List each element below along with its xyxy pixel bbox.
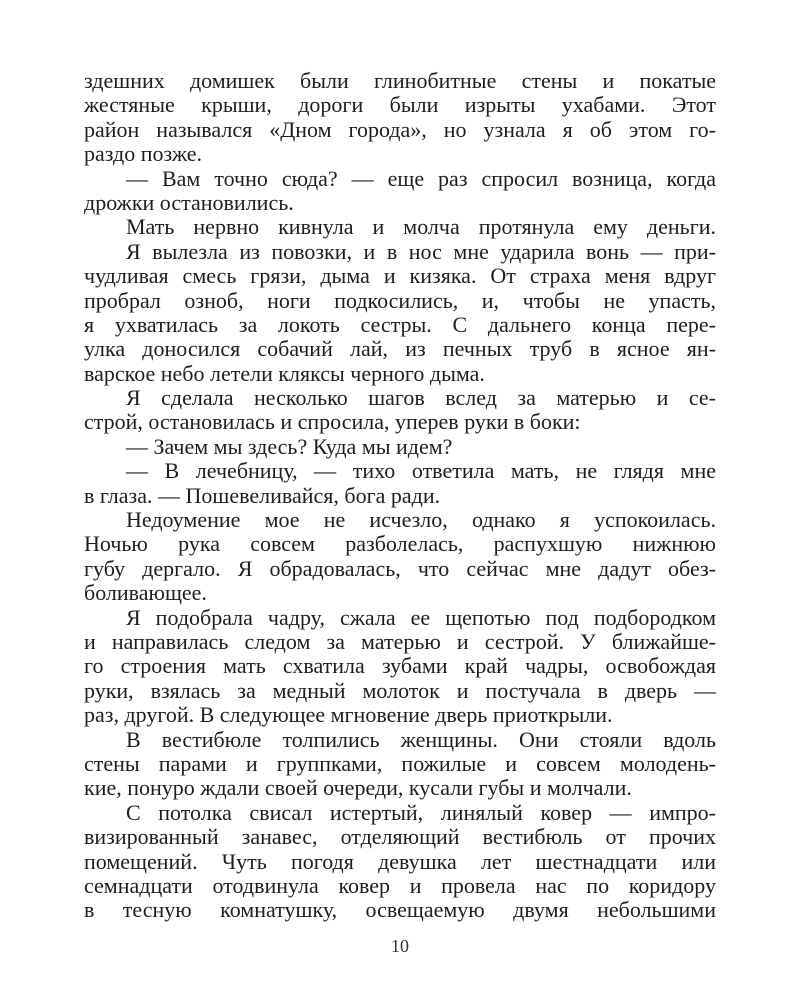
text-line: Я подобрала чадру, сжала ее щепотью под подбородком — [126, 604, 716, 630]
text-line: кие, понуро ждали своей очереди, кусали губы и молчали. — [84, 775, 632, 801]
text-line: семнадцати отодвинула ковер и провела нас по коридору — [84, 872, 716, 898]
text-line: Я сделала несколько шагов вслед за матерью и се- — [126, 385, 716, 411]
text-line: С потолка свисал истертый, линялый ковер — импро- — [126, 799, 716, 825]
text-line: Недоумение мое не исчезло, однако я успокоилась. — [126, 507, 716, 533]
text-line: Ночью рука совсем разболелась, распухшую нижнюю — [84, 531, 716, 557]
text-line: губу дергало. Я обрадовалась, что сейчас мне дадут обез- — [84, 555, 716, 581]
text-line: визированный занавес, отделяющий вестибюль от прочих — [84, 824, 716, 850]
text-line: и направилась следом за матерью и сестрой. У ближайше- — [84, 628, 716, 654]
page-number: 10 — [391, 936, 409, 956]
text-line: боливающее. — [84, 580, 207, 606]
text-line: здешних домишек были глинобитные стены и покатые — [84, 68, 716, 93]
text-line: — В лечебницу, — тихо ответила мать, не глядя мне — [126, 458, 716, 484]
text-line: раздо позже. — [84, 141, 202, 167]
text-line: раз, другой. В следующее мгновение дверь приоткрыли. — [84, 702, 613, 728]
text-line: жестяные крыши, дороги были изрыты ухабами. Этот — [84, 92, 716, 118]
text-line: улка доносился собачий лай, из печных труб в ясное ян- — [84, 336, 716, 362]
text-line: Я вылезла из повозки, и в нос мне ударила вонь — при- — [126, 238, 716, 264]
text-line: — Зачем мы здесь? Куда мы идем? — [126, 433, 453, 459]
text-line: руки, взялась за медный молоток и постучала в дверь — — [84, 677, 716, 703]
text-line: варское небо летели кляксы черного дыма. — [84, 360, 485, 386]
text-line: Мать нервно кивнула и молча протянула ему деньги. — [126, 214, 716, 240]
text-line: пробрал озноб, ноги подкосились, и, чтобы не упасть, — [84, 287, 716, 313]
text-line: — Вам точно сюда? — еще раз спросил возница, когда — [126, 165, 716, 191]
text-line: район назывался «Дном города», но узнала я об этом го- — [84, 116, 716, 142]
text-line: В вестибюле толпились женщины. Они стояли вдоль — [126, 726, 716, 752]
text-line: дрожки остановились. — [84, 189, 294, 215]
text-line: го строения мать схватила зубами край чадры, освобождая — [84, 653, 716, 679]
text-line: строй, остановилась и спросила, уперев руки в боки: — [84, 409, 581, 435]
text-line: стены парами и группками, пожилые и совсем молодень- — [84, 750, 716, 776]
text-line: в глаза. — Пошевеливайся, бога ради. — [84, 482, 441, 508]
text-line: я ухватилась за локоть сестры. С дальнего конца пере- — [84, 311, 716, 337]
text-line: чудливая смесь грязи, дыма и кизяка. От страха меня вдруг — [84, 263, 716, 289]
page-body-text — [84, 69, 716, 923]
text-line: помещений. Чуть погодя девушка лет шестнадцати или — [84, 848, 716, 874]
text-line: в тесную комнатушку, освещаемую двумя небольшими — [84, 897, 716, 923]
